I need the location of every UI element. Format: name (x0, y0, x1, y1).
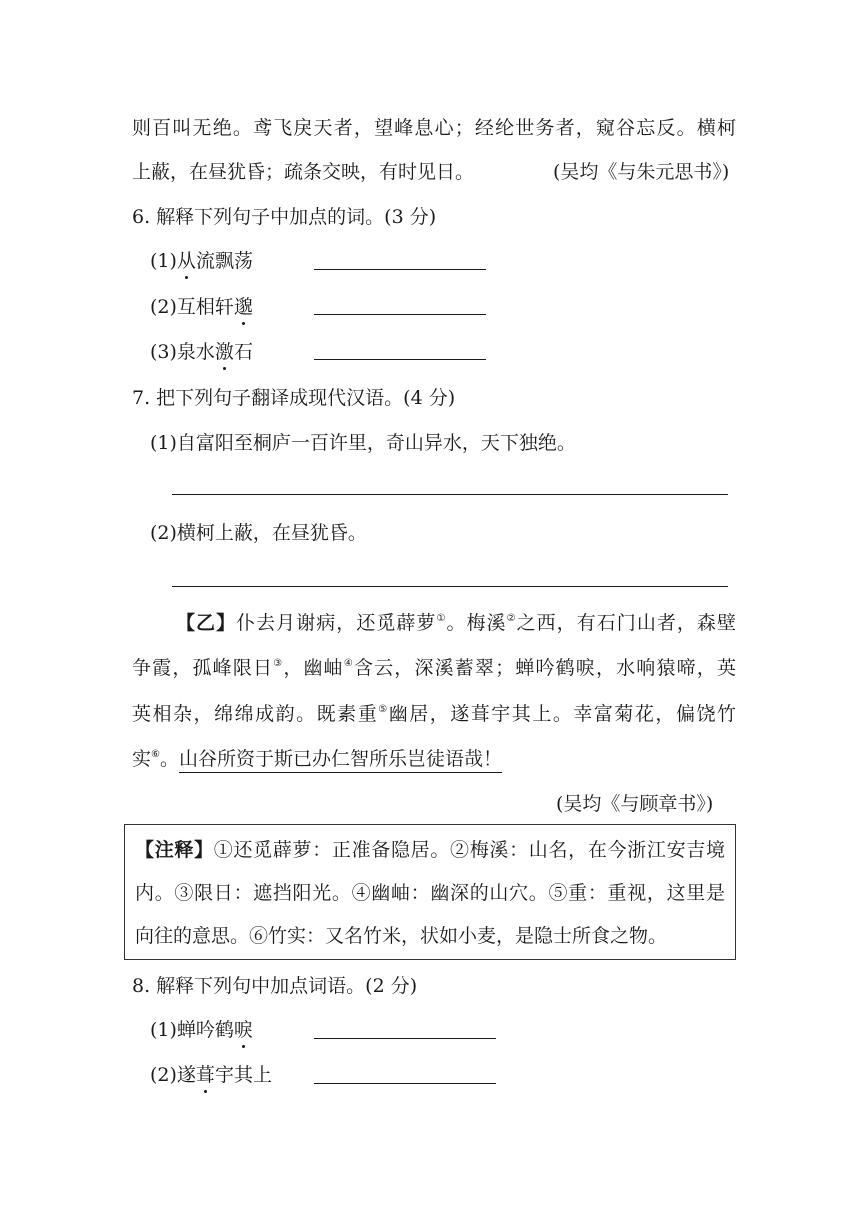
q8-item-1-dotted-word: 唳 (233, 1019, 253, 1041)
passage-yi-text-1c: 之西，有石门山者，森壁 (516, 612, 736, 634)
q7-item-2: (2)横柯上蔽，在昼犹昏。 (150, 522, 367, 544)
q7-answer-line-1[interactable] (172, 494, 728, 495)
q8-item-2 (150, 1063, 272, 1087)
q6-answer-blank-3[interactable] (314, 359, 486, 360)
q6-stem: 6. 解释下列句子中加点的词。(3 分) (132, 206, 437, 228)
footnote-ref-6: ⑥ (151, 749, 160, 760)
notes-line-3: 向往的意思。⑥竹实：又名竹米，状如小麦，是隐士所食之物。 (135, 925, 668, 947)
footnote-ref-1: ① (436, 613, 447, 624)
passage-yi-line-4 (132, 747, 502, 771)
q8-item-1 (150, 1018, 253, 1042)
passage-yi-text-2a: 争霞，孤峰限日 (132, 657, 274, 679)
q7-answer-line-2[interactable] (172, 586, 728, 587)
passage-yi-line-2 (132, 656, 736, 680)
q6-item-2 (150, 295, 253, 319)
q6-item-2-dotted-word: 邈 (233, 296, 253, 318)
q6-item-1-rest: 流飘荡 (195, 250, 253, 272)
q6-item-1-prefix: (1) (150, 250, 177, 272)
q8-item-2-rest: 宇其上 (214, 1064, 272, 1086)
q6-answer-blank-2[interactable] (314, 314, 486, 315)
passage-yi-text-1a: 仆去月谢病，还觅薜萝 (236, 612, 437, 634)
passage-jia-line-1: 则百叫无绝。鸢飞戾天者，望峰息心；经纶世务者，窥谷忘反。横柯 (132, 117, 736, 139)
notes-line-1 (135, 838, 725, 862)
q8-answer-blank-2[interactable] (314, 1083, 496, 1084)
passage-yi-text-3a: 英相杂，绵绵成韵。既素重 (132, 703, 379, 725)
q7-item-1: (1)自富阳至桐庐一百许里，奇山异水，天下独绝。 (150, 432, 576, 454)
passage-yi-text-2b: ，幽岫 (283, 657, 344, 679)
q7-stem: 7. 把下列句子翻译成现代汉语。(4 分) (132, 387, 456, 409)
q8-answer-blank-1[interactable] (314, 1038, 496, 1039)
q8-stem: 8. 解释下列句中加点词语。(2 分) (132, 975, 418, 997)
q6-item-3 (150, 340, 253, 364)
passage-yi-line-1 (176, 611, 736, 635)
q6-item-3-rest: 石 (233, 341, 253, 363)
q6-item-3-prefix: (3)泉水 (150, 341, 215, 363)
passage-yi-line-3 (132, 702, 736, 726)
notes-box (124, 824, 736, 960)
passage-yi-text-4b: 。 (159, 748, 179, 770)
q8-item-1-prefix: (1)蝉吟鹤 (150, 1019, 234, 1041)
q6-item-1 (150, 249, 253, 273)
passage-yi-text-1b: 。梅溪 (446, 612, 507, 634)
q8-item-2-prefix: (2)遂 (150, 1064, 196, 1086)
footnote-ref-3: ③ (273, 658, 284, 669)
notes-line-2: 内。③限日：遮挡阳光。④幽岫：幽深的山穴。⑤重：重视，这里是 (135, 882, 725, 904)
q6-item-2-prefix: (2)互相轩 (150, 296, 234, 318)
passage-yi-text-2c: 含云，深溪蓄翠；蝉吟鹤唳，水响猿啼，英 (353, 657, 736, 679)
passage-jia-source: (吴均《与朱元思书》) (553, 161, 730, 183)
passage-yi-text-4a: 实 (132, 748, 152, 770)
underlined-sentence: 山谷所资于斯已办仁智所乐岂徒语哉！ (179, 748, 502, 773)
notes-text-1: ①还觅薜萝：正准备隐居。②梅溪：山名，在今浙江安吉境 (213, 839, 725, 861)
footnote-ref-5: ⑤ (378, 704, 389, 715)
passage-yi-source: (吴均《与顾章书》) (556, 793, 714, 815)
passage-yi-label: 【乙】 (176, 612, 237, 634)
footnote-ref-2: ② (506, 613, 517, 624)
footnote-ref-4: ④ (343, 658, 354, 669)
q8-item-2-dotted-word: 葺 (195, 1064, 215, 1086)
passage-jia-line-2: 上蔽，在昼犹昏；疏条交映，有时见日。 (132, 161, 475, 183)
passage-yi-text-3b: 幽居，遂葺宇其上。幸富菊花，偏饶竹 (388, 703, 736, 725)
q6-item-1-dotted-word: 从 (176, 250, 196, 272)
q6-item-3-dotted-word: 激 (214, 341, 234, 363)
notes-label: 【注释】 (135, 839, 214, 861)
q6-answer-blank-1[interactable] (314, 269, 486, 270)
